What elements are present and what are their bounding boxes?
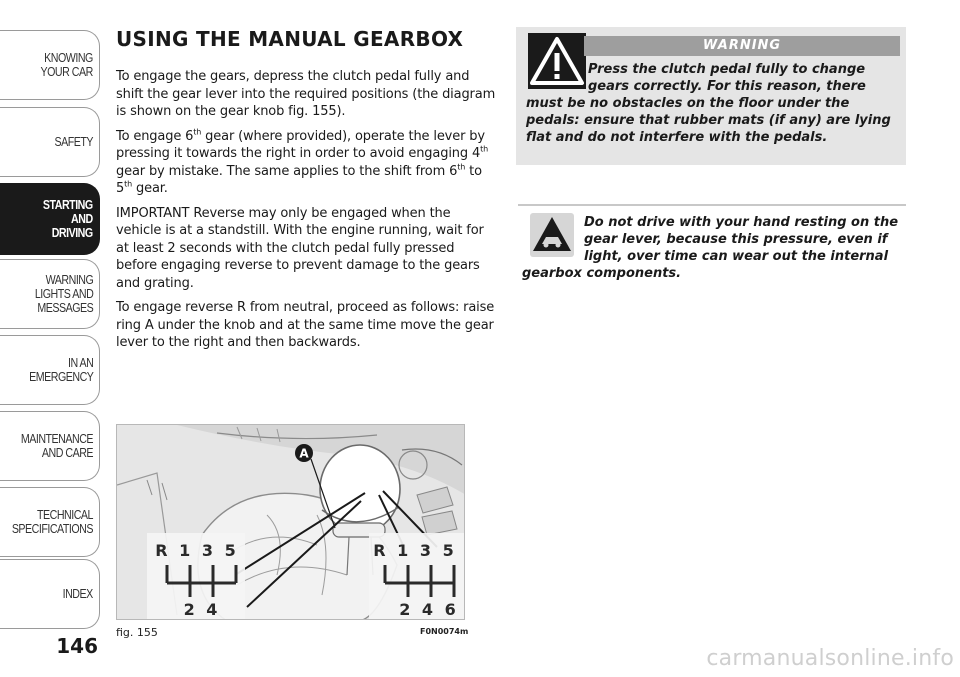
right-pattern-top: R 1 3 5 (373, 541, 457, 560)
body-text (116, 68, 498, 359)
tab-label: SAFETY (54, 134, 93, 149)
paragraph-important-reverse: IMPORTANT Reverse may only be engaged when the vehicle is at a standstill. With the engine running, wait for at least 2 seconds with the clutch pedal fully pressed before engaging reverse to prevent damage to the gears and grating. (116, 205, 484, 291)
paragraph-sixth-gear: To engage 6th gear (where provided), operate the lever by pressing it towards the right in order to avoid engaging 4th gear by mistake. The same applies to the shift from 6th to 5th gear. (116, 127, 489, 196)
page-number: 146 (56, 634, 98, 658)
tab-maintenance-and-care[interactable] (0, 411, 100, 481)
right-pattern-bottom: 2 4 6 (399, 600, 459, 619)
figure-caption: fig. 155 (116, 626, 158, 639)
warning-box (516, 27, 906, 165)
warning-text: Press the clutch pedal fully to change gears correctly. For this reason, there must be no obstacles on the floor under the pedals: ensure that rubber mats (if any) are lying flat and do not interfere with the pedals. (526, 62, 891, 145)
tab-warning-lights-and-messages[interactable] (0, 259, 100, 329)
tab-label: TECHNICAL SPECIFICATIONS (11, 507, 93, 536)
page-title: USING THE MANUAL GEARBOX (116, 27, 464, 51)
tab-label: MAINTENANCE AND CARE (20, 431, 93, 460)
left-pattern-bottom: 2 4 (183, 600, 221, 619)
tab-label: KNOWING YOUR CAR (40, 50, 93, 79)
tab-starting-and-driving[interactable] (0, 183, 100, 255)
left-pattern-top: R 1 3 5 (155, 541, 239, 560)
watermark: carmanualsonline.info (706, 646, 954, 671)
tab-knowing-your-car[interactable] (0, 30, 100, 100)
tab-label: STARTING AND DRIVING (43, 197, 93, 240)
tab-label: INDEX (62, 586, 93, 601)
gear-lever-illustration (117, 425, 465, 620)
gear-lever-figure (116, 424, 465, 620)
tab-technical-specifications[interactable] (0, 487, 100, 557)
paragraph-engage-reverse: To engage reverse R from neutral, proceed as follows: raise ring A under the knob and at the same time move the gear lever to the right and then backwards. (116, 300, 495, 350)
callout-a-label: A (299, 446, 309, 461)
tab-safety[interactable] (0, 107, 100, 177)
note-text: Do not drive with your hand resting on the gear lever, because this pressure, even if light, over time can wear out the internal gearbox components. (522, 215, 899, 281)
warning-header: WARNING (584, 36, 900, 56)
tab-index[interactable] (0, 559, 100, 629)
note-divider (518, 204, 906, 206)
paragraph-engage-gears: To engage the gears, depress the clutch pedal fully and shift the gear lever into the required positions (the diagram is shown on the gear knob fig. 155). (116, 69, 496, 119)
figure-code: F0N0074m (420, 627, 469, 636)
tab-label: IN AN EMERGENCY (28, 355, 93, 384)
tab-in-an-emergency[interactable] (0, 335, 100, 405)
tab-label: WARNING LIGHTS AND MESSAGES (34, 272, 93, 315)
